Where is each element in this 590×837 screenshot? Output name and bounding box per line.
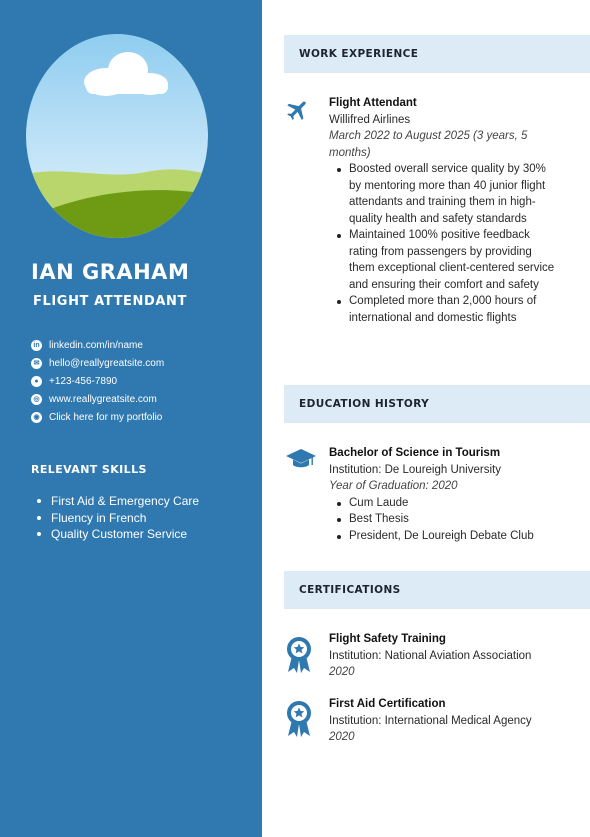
institution-name: Institution: De Loureigh University [329,463,501,476]
certification-institution: Institution: International Medical Agency [329,714,532,727]
skill-item: Quality Customer Service [37,526,199,543]
certification-year: 2020 [329,731,355,743]
skills-heading: RELEVANT SKILLS [31,463,147,476]
contact-list [31,336,164,426]
web-icon: ◎ [31,394,42,405]
award-ribbon-icon [286,700,312,738]
certification-entry [329,696,559,746]
degree-title: Bachelor of Science in Tourism [329,447,501,459]
graduation-year: Year of Graduation: 2020 [329,480,458,492]
contact-phone[interactable] [31,372,164,390]
certification-institution: Institution: National Aviation Association [329,649,532,662]
certifications-heading: CERTIFICATIONS [284,571,590,609]
work-entry [329,95,559,326]
list-item: President, De Loureigh Debate Club [335,528,559,545]
education-entry [329,445,559,544]
job-company: Willifred Airlines [329,113,411,126]
contact-text: linkedin.com/in/name [49,339,143,351]
contact-portfolio[interactable] [31,408,164,426]
email-icon: ✉ [31,358,42,369]
contact-text: hello@reallygreatsite.com [49,357,165,369]
contact-text: www.reallygreatsite.com [49,393,157,405]
contact-linkedin[interactable] [31,336,164,354]
candidate-title: FLIGHT ATTENDANT [33,294,187,309]
certification-entry [329,631,559,681]
portfolio-icon: ◉ [31,412,42,423]
contact-text: Click here for my portfolio [49,411,163,423]
profile-photo [26,34,208,238]
work-experience-heading: WORK EXPERIENCE [284,35,590,73]
job-dates: March 2022 to August 2025 (3 years, 5 months) [329,130,528,159]
education-heading: EDUCATION HISTORY [284,385,590,423]
list-item: Cum Laude [335,495,559,512]
skills-list [37,493,199,543]
candidate-name: IAN GRAHAM [31,260,190,284]
graduation-cap-icon [285,448,317,470]
skill-item: First Aid & Emergency Care [37,493,199,510]
contact-text: +123-456-7890 [49,375,118,387]
airplane-icon [285,97,311,123]
list-item: Completed more than 2,000 hours of international and domestic flights [335,293,559,326]
skill-item: Fluency in French [37,510,199,527]
sidebar [0,0,262,837]
certification-name: First Aid Certification [329,698,446,710]
job-role: Flight Attendant [329,97,417,109]
award-ribbon-icon [286,636,312,674]
education-bullets [335,495,559,545]
list-item: Best Thesis [335,511,559,528]
contact-website[interactable] [31,390,164,408]
job-bullets [335,161,559,326]
certification-year: 2020 [329,666,355,678]
contact-email[interactable] [31,354,164,372]
phone-icon: ● [31,376,42,387]
linkedin-icon: in [31,340,42,351]
list-item: Boosted overall service quality by 30% by mentoring more than 40 junior flight attendants and training them in high-quality health and safety standards [335,161,559,227]
certification-name: Flight Safety Training [329,633,446,645]
list-item: Maintained 100% positive feedback rating from passengers by providing them exceptional client-centered service and ensuring their comfort and safety [335,227,559,293]
